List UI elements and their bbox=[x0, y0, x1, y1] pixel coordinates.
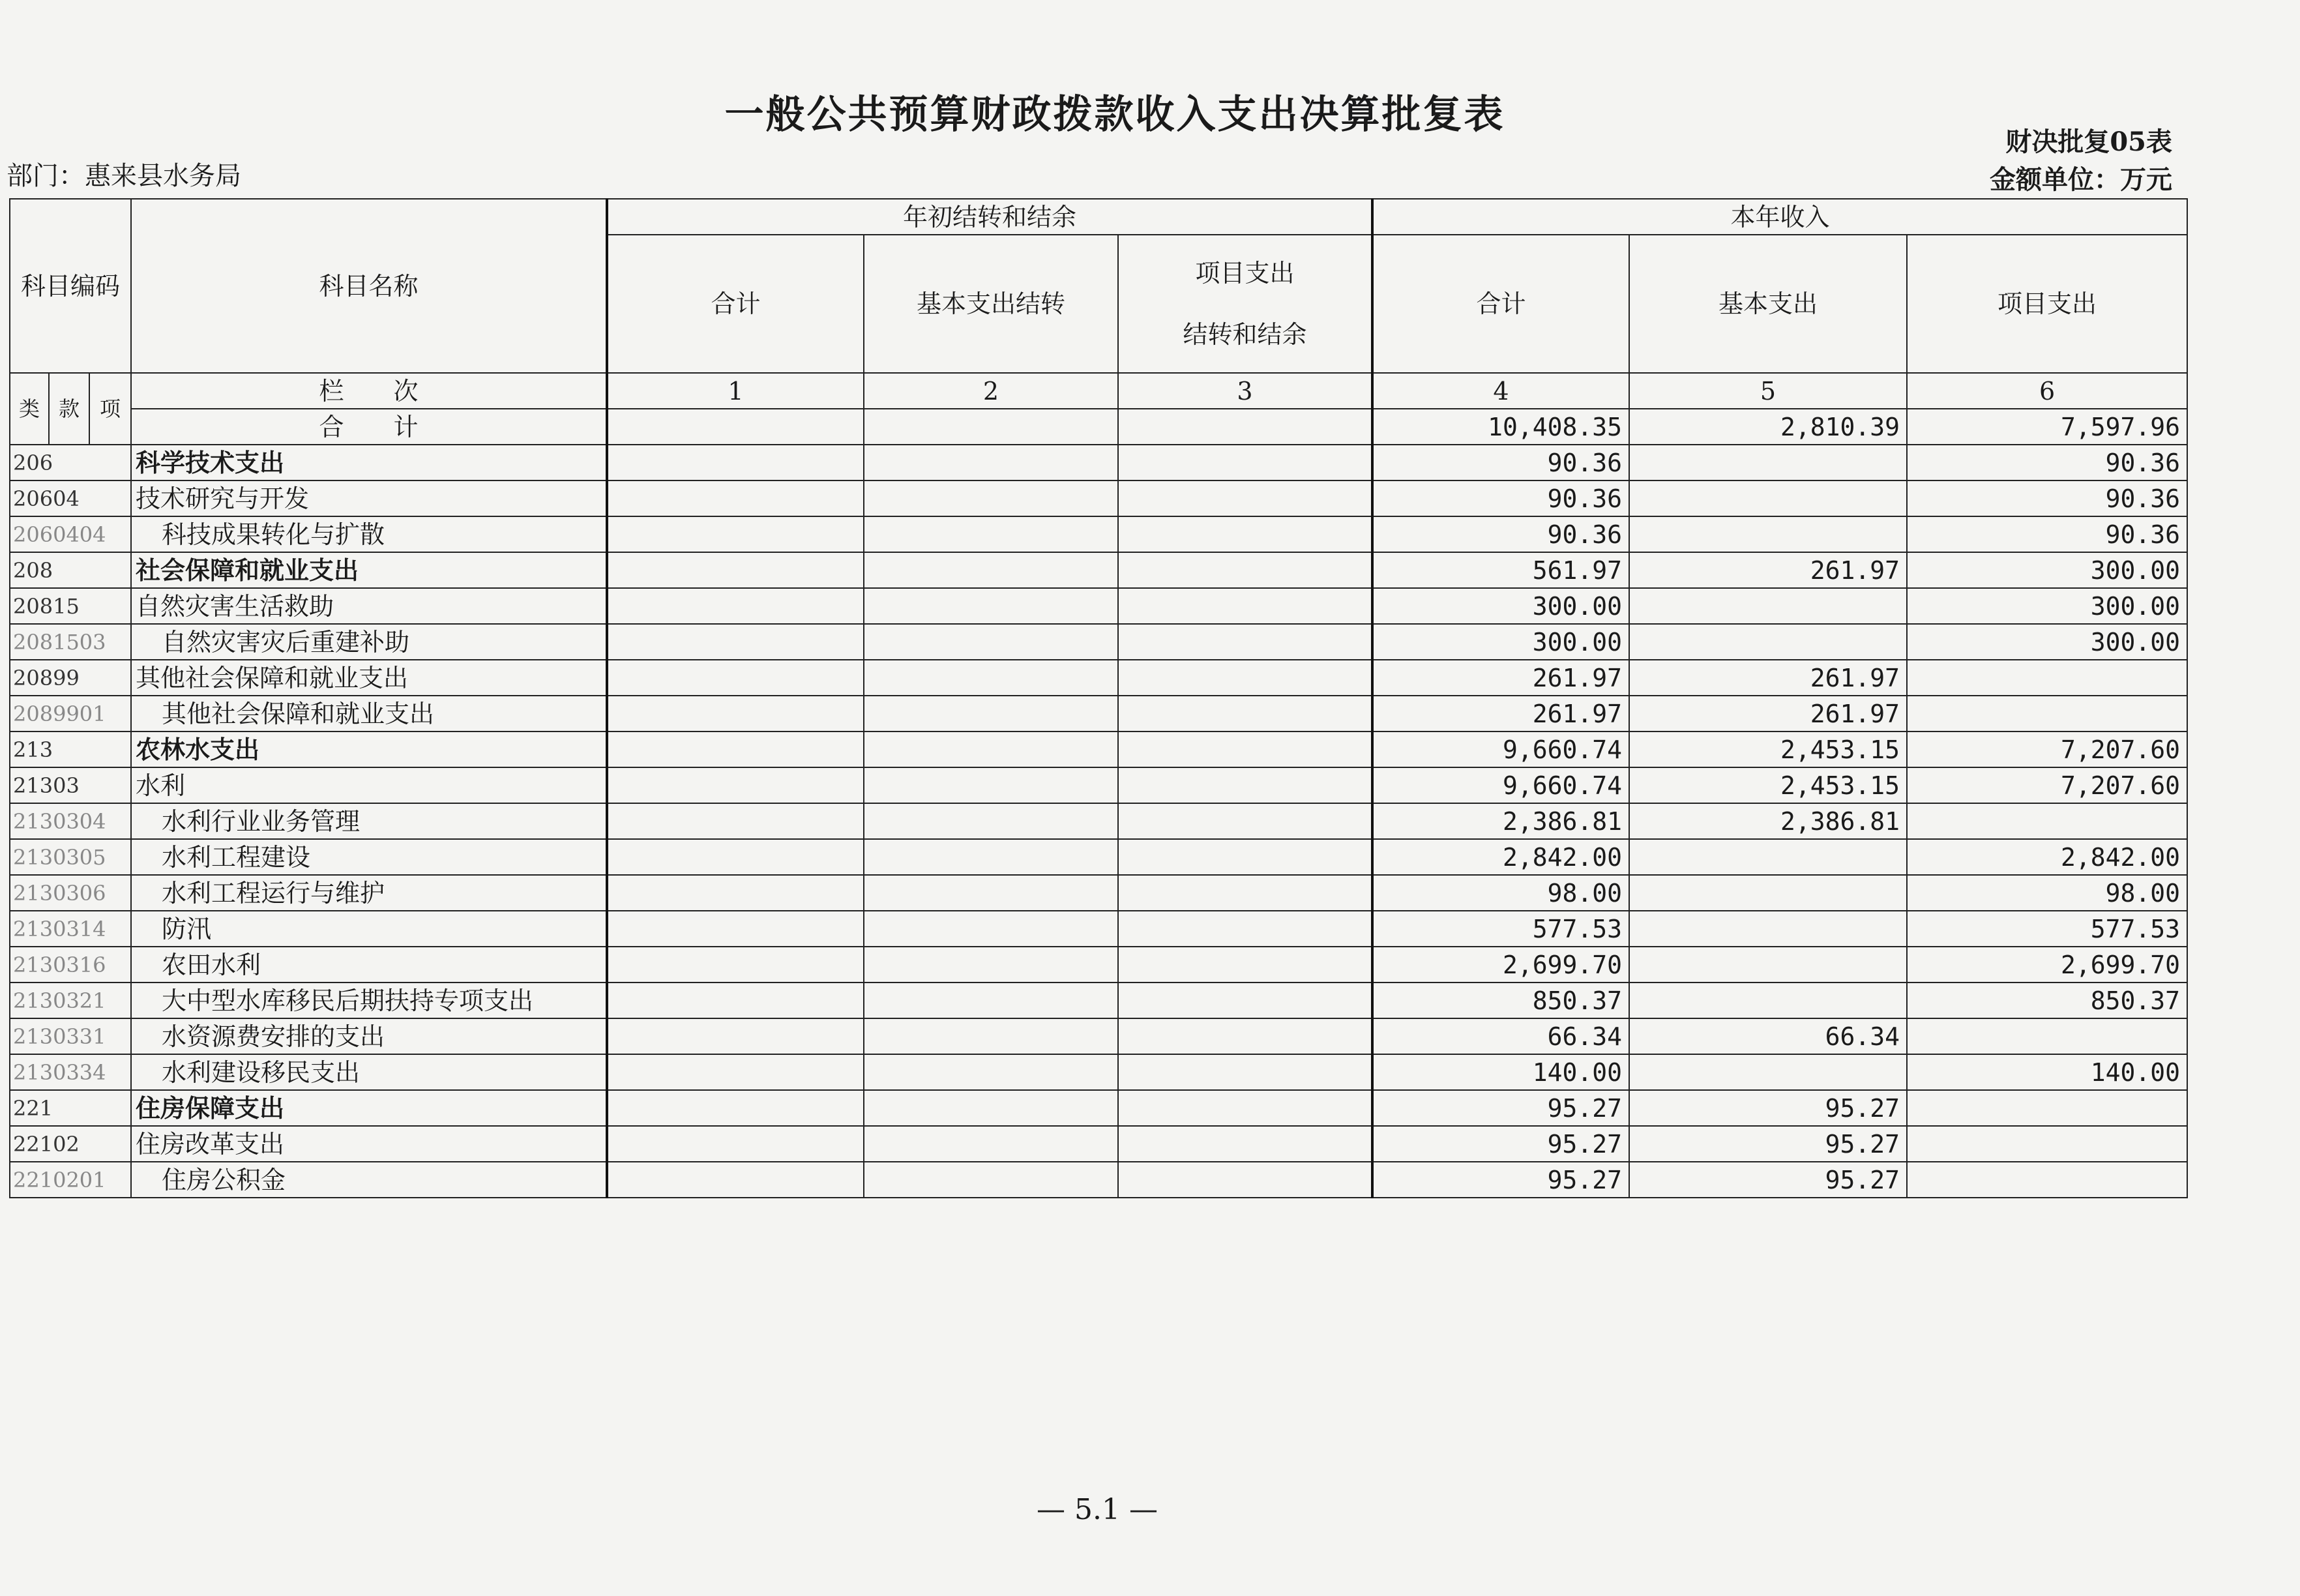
table-row bbox=[10, 767, 2187, 803]
col-num-1: 1 bbox=[607, 373, 864, 409]
table-row bbox=[10, 516, 2187, 552]
row-name: 住房改革支出 bbox=[131, 1126, 607, 1162]
row-c5: 95.27 bbox=[1629, 1162, 1907, 1198]
row-code: 20604 bbox=[10, 480, 131, 516]
row-c1 bbox=[607, 588, 864, 624]
row-c1 bbox=[607, 516, 864, 552]
row-c6 bbox=[1907, 1126, 2187, 1162]
row-c1 bbox=[607, 983, 864, 1018]
row-c1 bbox=[607, 947, 864, 983]
row-c3 bbox=[1118, 839, 1372, 875]
row-c6: 90.36 bbox=[1907, 516, 2187, 552]
row-code: 20899 bbox=[10, 660, 131, 696]
row-c1 bbox=[607, 660, 864, 696]
row-c3 bbox=[1118, 516, 1372, 552]
row-code: 2130316 bbox=[10, 947, 131, 983]
row-c3 bbox=[1118, 588, 1372, 624]
row-c1 bbox=[607, 624, 864, 660]
row-c5 bbox=[1629, 911, 1907, 947]
row-c6: 300.00 bbox=[1907, 588, 2187, 624]
header-carryover-project-line2: 结转和结余 bbox=[1183, 320, 1307, 349]
row-name: 防汛 bbox=[131, 911, 607, 947]
row-c6 bbox=[1907, 1090, 2187, 1126]
row-code: 2081503 bbox=[10, 624, 131, 660]
table-row bbox=[10, 1090, 2187, 1126]
total-c3 bbox=[1118, 409, 1372, 445]
row-c1 bbox=[607, 767, 864, 803]
total-c1 bbox=[607, 409, 864, 445]
col-num-2: 2 bbox=[864, 373, 1118, 409]
page-number: — 5.1 — bbox=[1037, 1493, 1158, 1526]
row-c3 bbox=[1118, 480, 1372, 516]
row-c4: 66.34 bbox=[1372, 1018, 1629, 1054]
row-c6: 140.00 bbox=[1907, 1054, 2187, 1090]
row-c3 bbox=[1118, 552, 1372, 588]
row-c3 bbox=[1118, 1162, 1372, 1198]
row-c5 bbox=[1629, 480, 1907, 516]
total-c6: 7,597.96 bbox=[1907, 409, 2187, 445]
table-row bbox=[10, 839, 2187, 875]
row-c3 bbox=[1118, 1054, 1372, 1090]
row-name: 大中型水库移民后期扶持专项支出 bbox=[131, 983, 607, 1018]
header-xiang: 项 bbox=[89, 373, 131, 445]
row-code: 21303 bbox=[10, 767, 131, 803]
table-row bbox=[10, 947, 2187, 983]
row-c4: 95.27 bbox=[1372, 1090, 1629, 1126]
row-c1 bbox=[607, 1018, 864, 1054]
row-c3 bbox=[1118, 983, 1372, 1018]
row-c4: 300.00 bbox=[1372, 624, 1629, 660]
total-c4: 10,408.35 bbox=[1372, 409, 1629, 445]
row-c5: 261.97 bbox=[1629, 552, 1907, 588]
row-c4: 561.97 bbox=[1372, 552, 1629, 588]
row-c6 bbox=[1907, 660, 2187, 696]
row-c6: 90.36 bbox=[1907, 480, 2187, 516]
row-name: 技术研究与开发 bbox=[131, 480, 607, 516]
row-c4: 261.97 bbox=[1372, 660, 1629, 696]
page-title: 一般公共预算财政拨款收入支出决算批复表 bbox=[724, 92, 1505, 138]
row-c5 bbox=[1629, 839, 1907, 875]
row-code: 206 bbox=[10, 445, 131, 480]
header-lei: 类 bbox=[10, 373, 49, 445]
row-code: 2210201 bbox=[10, 1162, 131, 1198]
total-c2 bbox=[864, 409, 1118, 445]
row-c4: 577.53 bbox=[1372, 911, 1629, 947]
row-c2 bbox=[864, 947, 1118, 983]
row-c4: 98.00 bbox=[1372, 875, 1629, 911]
row-c4: 300.00 bbox=[1372, 588, 1629, 624]
row-c2 bbox=[864, 983, 1118, 1018]
row-code: 2060404 bbox=[10, 516, 131, 552]
col-num-3: 3 bbox=[1118, 373, 1372, 409]
header-kuan: 款 bbox=[49, 373, 89, 445]
row-code: 2130331 bbox=[10, 1018, 131, 1054]
row-c2 bbox=[864, 552, 1118, 588]
table-row bbox=[10, 480, 2187, 516]
row-name: 自然灾害生活救助 bbox=[131, 588, 607, 624]
row-c5: 261.97 bbox=[1629, 660, 1907, 696]
row-c5: 2,453.15 bbox=[1629, 732, 1907, 767]
row-c6: 300.00 bbox=[1907, 552, 2187, 588]
row-c1 bbox=[607, 480, 864, 516]
header-group-income: 本年收入 bbox=[1372, 199, 2187, 235]
row-c2 bbox=[864, 516, 1118, 552]
row-c2 bbox=[864, 803, 1118, 839]
row-c6: 2,842.00 bbox=[1907, 839, 2187, 875]
col-num-5: 5 bbox=[1629, 373, 1907, 409]
row-c2 bbox=[864, 839, 1118, 875]
row-name: 水利建设移民支出 bbox=[131, 1054, 607, 1090]
total-c5: 2,810.39 bbox=[1629, 409, 1907, 445]
row-name: 其他社会保障和就业支出 bbox=[131, 696, 607, 732]
row-name: 水利工程建设 bbox=[131, 839, 607, 875]
row-name: 水利工程运行与维护 bbox=[131, 875, 607, 911]
table-row bbox=[10, 1018, 2187, 1054]
header-name: 科目名称 bbox=[131, 199, 607, 373]
header-income-total: 合计 bbox=[1372, 235, 1629, 373]
row-c4: 9,660.74 bbox=[1372, 767, 1629, 803]
row-c6: 2,699.70 bbox=[1907, 947, 2187, 983]
row-c5 bbox=[1629, 983, 1907, 1018]
row-c2 bbox=[864, 480, 1118, 516]
row-c2 bbox=[864, 911, 1118, 947]
table-row bbox=[10, 1054, 2187, 1090]
col-num-6: 6 bbox=[1907, 373, 2187, 409]
total-row-label: 合 计 bbox=[131, 409, 607, 445]
row-c5: 95.27 bbox=[1629, 1126, 1907, 1162]
header-code: 科目编码 bbox=[10, 199, 131, 373]
row-c6: 7,207.60 bbox=[1907, 732, 2187, 767]
row-c1 bbox=[607, 803, 864, 839]
row-c2 bbox=[864, 732, 1118, 767]
row-name: 社会保障和就业支出 bbox=[131, 552, 607, 588]
row-c3 bbox=[1118, 1018, 1372, 1054]
row-c2 bbox=[864, 1162, 1118, 1198]
header-income-project: 项目支出 bbox=[1907, 235, 2187, 373]
row-code: 213 bbox=[10, 732, 131, 767]
row-c2 bbox=[864, 445, 1118, 480]
header-lanci: 栏 次 bbox=[131, 373, 607, 409]
table-row bbox=[10, 660, 2187, 696]
row-code: 2130334 bbox=[10, 1054, 131, 1090]
row-c3 bbox=[1118, 624, 1372, 660]
row-c4: 2,699.70 bbox=[1372, 947, 1629, 983]
row-c5: 2,386.81 bbox=[1629, 803, 1907, 839]
row-c1 bbox=[607, 445, 864, 480]
row-c1 bbox=[607, 1162, 864, 1198]
row-c5 bbox=[1629, 445, 1907, 480]
row-code: 2130321 bbox=[10, 983, 131, 1018]
row-c4: 2,842.00 bbox=[1372, 839, 1629, 875]
row-c4: 90.36 bbox=[1372, 445, 1629, 480]
row-c5: 66.34 bbox=[1629, 1018, 1907, 1054]
table-row bbox=[10, 624, 2187, 660]
row-c1 bbox=[607, 839, 864, 875]
row-code: 2130306 bbox=[10, 875, 131, 911]
row-c1 bbox=[607, 732, 864, 767]
table-row bbox=[10, 696, 2187, 732]
row-code: 221 bbox=[10, 1090, 131, 1126]
table-row bbox=[10, 552, 2187, 588]
row-c1 bbox=[607, 552, 864, 588]
header-carryover-project bbox=[1118, 235, 1372, 373]
table-row bbox=[10, 1162, 2187, 1198]
row-name: 自然灾害灾后重建补助 bbox=[131, 624, 607, 660]
row-c6: 7,207.60 bbox=[1907, 767, 2187, 803]
row-c4: 2,386.81 bbox=[1372, 803, 1629, 839]
row-c4: 9,660.74 bbox=[1372, 732, 1629, 767]
row-c4: 95.27 bbox=[1372, 1126, 1629, 1162]
row-name: 农林水支出 bbox=[131, 732, 607, 767]
row-code: 2089901 bbox=[10, 696, 131, 732]
row-c5 bbox=[1629, 516, 1907, 552]
row-c1 bbox=[607, 696, 864, 732]
row-c5 bbox=[1629, 1054, 1907, 1090]
row-c6 bbox=[1907, 1162, 2187, 1198]
department-label: 部门：惠来县水务局 bbox=[7, 161, 241, 191]
table-row bbox=[10, 445, 2187, 480]
row-c3 bbox=[1118, 767, 1372, 803]
row-c3 bbox=[1118, 875, 1372, 911]
row-c6 bbox=[1907, 1018, 2187, 1054]
row-code: 208 bbox=[10, 552, 131, 588]
form-id: 财决批复05表 bbox=[2005, 126, 2172, 157]
row-c6: 850.37 bbox=[1907, 983, 2187, 1018]
row-c2 bbox=[864, 767, 1118, 803]
row-c4: 90.36 bbox=[1372, 516, 1629, 552]
row-name: 住房保障支出 bbox=[131, 1090, 607, 1126]
row-c5 bbox=[1629, 947, 1907, 983]
table-row bbox=[10, 875, 2187, 911]
row-c6: 90.36 bbox=[1907, 445, 2187, 480]
row-c3 bbox=[1118, 660, 1372, 696]
header-group-carryover: 年初结转和结余 bbox=[607, 199, 1372, 235]
row-c6: 98.00 bbox=[1907, 875, 2187, 911]
table-row bbox=[10, 1126, 2187, 1162]
budget-table bbox=[9, 198, 2188, 1198]
row-c5: 95.27 bbox=[1629, 1090, 1907, 1126]
header-carryover-project-line1: 项目支出 bbox=[1195, 259, 1295, 288]
row-name: 水利 bbox=[131, 767, 607, 803]
row-c5 bbox=[1629, 875, 1907, 911]
row-c4: 261.97 bbox=[1372, 696, 1629, 732]
row-c3 bbox=[1118, 1090, 1372, 1126]
row-code: 22102 bbox=[10, 1126, 131, 1162]
row-c1 bbox=[607, 1090, 864, 1126]
row-c2 bbox=[864, 660, 1118, 696]
header-carryover-basic: 基本支出结转 bbox=[864, 235, 1118, 373]
row-c1 bbox=[607, 1126, 864, 1162]
header-carryover-total: 合计 bbox=[607, 235, 864, 373]
row-c6: 577.53 bbox=[1907, 911, 2187, 947]
table-row bbox=[10, 803, 2187, 839]
amount-unit: 金额单位：万元 bbox=[1990, 164, 2172, 195]
col-num-4: 4 bbox=[1372, 373, 1629, 409]
row-c2 bbox=[864, 1018, 1118, 1054]
row-name: 水利行业业务管理 bbox=[131, 803, 607, 839]
row-c2 bbox=[864, 588, 1118, 624]
row-code: 2130305 bbox=[10, 839, 131, 875]
row-code: 20815 bbox=[10, 588, 131, 624]
row-c5: 261.97 bbox=[1629, 696, 1907, 732]
row-c2 bbox=[864, 875, 1118, 911]
row-c2 bbox=[864, 1090, 1118, 1126]
row-c3 bbox=[1118, 911, 1372, 947]
row-code: 2130304 bbox=[10, 803, 131, 839]
row-c3 bbox=[1118, 803, 1372, 839]
row-c3 bbox=[1118, 445, 1372, 480]
row-c3 bbox=[1118, 947, 1372, 983]
row-c3 bbox=[1118, 696, 1372, 732]
table-row bbox=[10, 983, 2187, 1018]
row-c6: 300.00 bbox=[1907, 624, 2187, 660]
table-row bbox=[10, 732, 2187, 767]
row-c4: 140.00 bbox=[1372, 1054, 1629, 1090]
row-c5: 2,453.15 bbox=[1629, 767, 1907, 803]
row-name: 农田水利 bbox=[131, 947, 607, 983]
row-c4: 95.27 bbox=[1372, 1162, 1629, 1198]
row-name: 科学技术支出 bbox=[131, 445, 607, 480]
row-c2 bbox=[864, 1126, 1118, 1162]
row-c1 bbox=[607, 875, 864, 911]
row-c5 bbox=[1629, 588, 1907, 624]
row-c2 bbox=[864, 624, 1118, 660]
row-c4: 850.37 bbox=[1372, 983, 1629, 1018]
row-name: 住房公积金 bbox=[131, 1162, 607, 1198]
row-name: 水资源费安排的支出 bbox=[131, 1018, 607, 1054]
table-row bbox=[10, 911, 2187, 947]
row-c1 bbox=[607, 911, 864, 947]
row-c6 bbox=[1907, 803, 2187, 839]
row-c1 bbox=[607, 1054, 864, 1090]
row-code: 2130314 bbox=[10, 911, 131, 947]
row-name: 科技成果转化与扩散 bbox=[131, 516, 607, 552]
row-name: 其他社会保障和就业支出 bbox=[131, 660, 607, 696]
row-c5 bbox=[1629, 624, 1907, 660]
row-c3 bbox=[1118, 732, 1372, 767]
row-c2 bbox=[864, 696, 1118, 732]
header-income-basic: 基本支出 bbox=[1629, 235, 1907, 373]
row-c6 bbox=[1907, 696, 2187, 732]
row-c4: 90.36 bbox=[1372, 480, 1629, 516]
row-c2 bbox=[864, 1054, 1118, 1090]
table-row bbox=[10, 588, 2187, 624]
row-c3 bbox=[1118, 1126, 1372, 1162]
